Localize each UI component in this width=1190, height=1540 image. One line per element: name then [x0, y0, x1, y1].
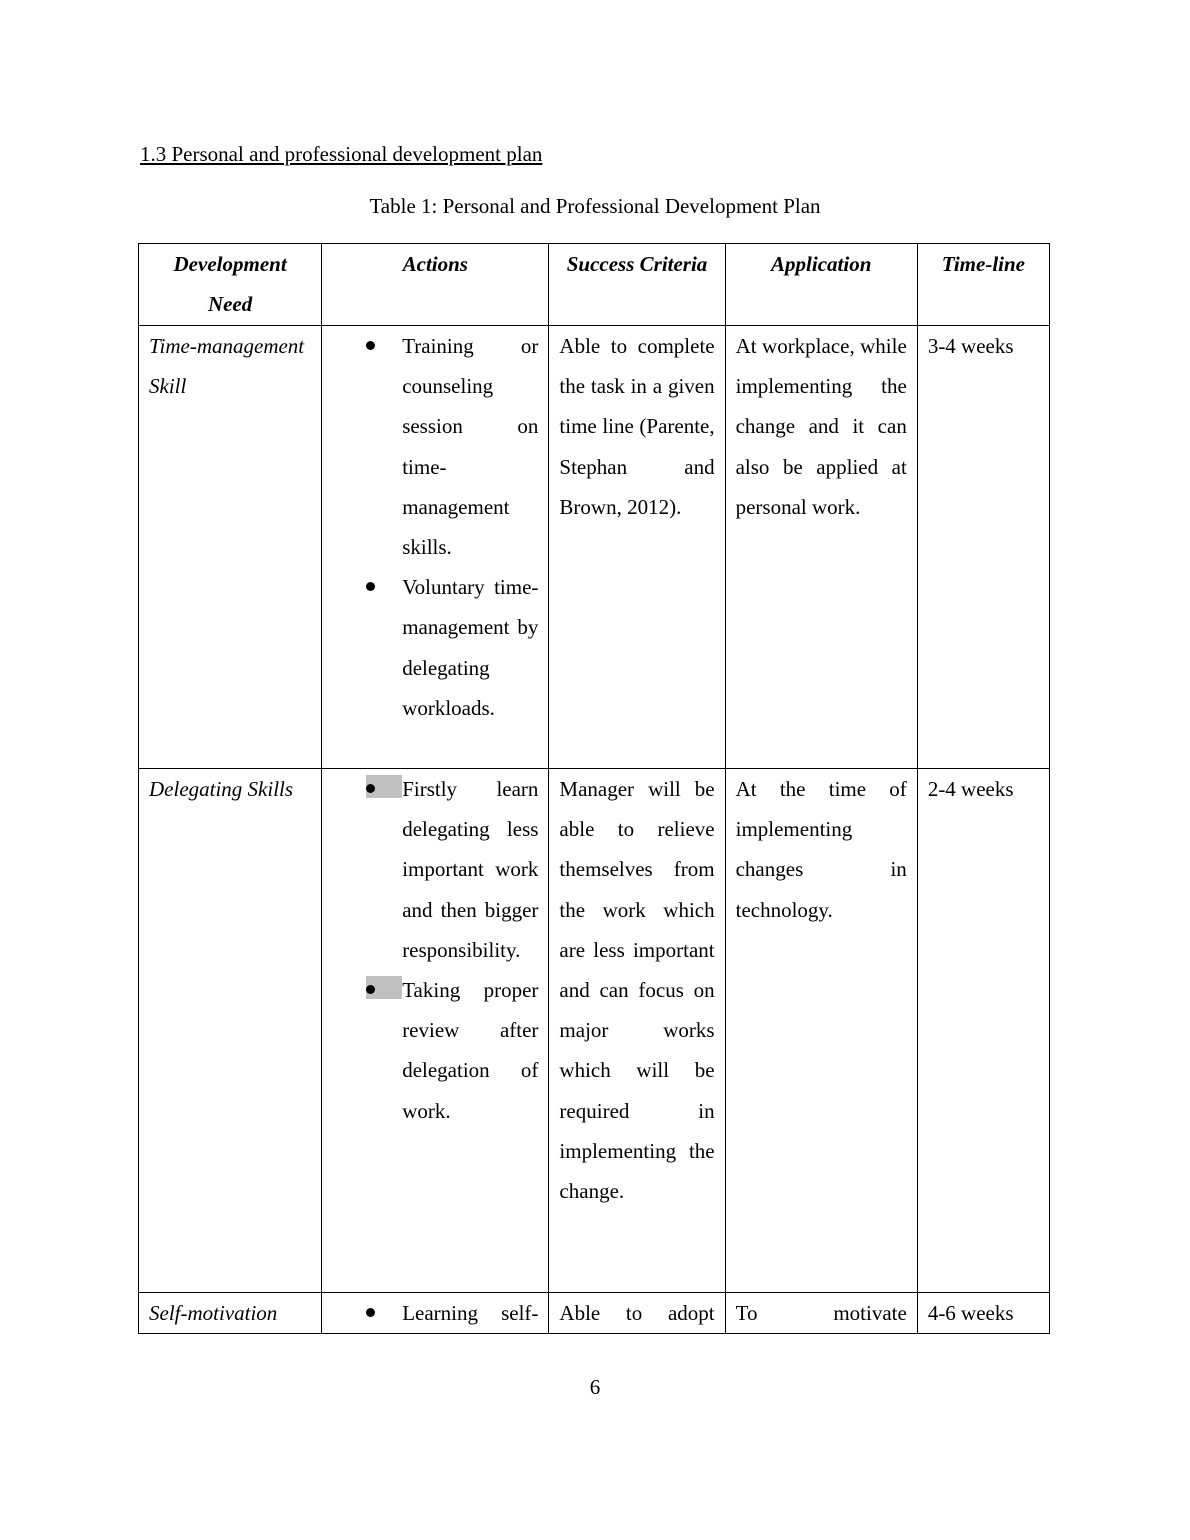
header-application: Application	[725, 244, 917, 326]
success-cell: Able to complete the task in a given time line (Parente, Stephan and Brown, 2012).	[549, 326, 725, 769]
table-row	[139, 1293, 1050, 1334]
action-text: Firstly learn delegating less important work and then bigger responsibility.	[402, 777, 539, 962]
need-cell: Time-management Skill	[139, 326, 322, 769]
page-number: 6	[589, 1375, 601, 1399]
success-cell: Manager will be able to relieve themselves from the work which are less important and can focus on major works which will be required in implementing the change.	[549, 769, 725, 1293]
actions-list	[332, 769, 538, 1131]
timeline-cell: 4-6 weeks	[917, 1293, 1049, 1334]
action-item	[402, 326, 538, 567]
table-row	[139, 326, 1050, 769]
actions-cell	[322, 769, 549, 1293]
actions-cell	[322, 326, 549, 769]
header-development-need: Development Need	[139, 244, 322, 326]
action-text: Training or counseling session on time-management skills.	[402, 334, 539, 560]
action-item	[402, 970, 538, 1131]
bullet-icon	[366, 970, 402, 1010]
bullet-icon	[366, 769, 402, 809]
need-cell: Self-motivation	[139, 1293, 322, 1334]
development-plan-table	[138, 243, 1050, 1334]
bullet-icon	[366, 567, 402, 607]
actions-list	[332, 326, 538, 728]
table-header-row	[139, 244, 1050, 326]
timeline-cell: 2-4 weeks	[917, 769, 1049, 1293]
need-cell: Delegating Skills	[139, 769, 322, 1293]
section-heading: 1.3 Personal and professional development plan	[140, 142, 543, 166]
table-row	[139, 769, 1050, 1293]
application-cell: At the time of implementing changes in technology.	[725, 769, 917, 1293]
action-item	[402, 567, 538, 728]
action-item	[402, 769, 538, 970]
action-text: Taking proper review after delegation of work.	[402, 978, 539, 1123]
timeline-cell: 3-4 weeks	[917, 326, 1049, 769]
header-success-criteria: Success Criteria	[549, 244, 725, 326]
actions-cell	[322, 1293, 549, 1334]
bullet-icon	[366, 326, 402, 366]
bullet-icon	[366, 1293, 402, 1333]
actions-list	[332, 1293, 538, 1333]
header-timeline: Time-line	[917, 244, 1049, 326]
header-actions: Actions	[322, 244, 549, 326]
action-text: Voluntary time-management by delegating workloads.	[402, 575, 539, 720]
table-caption: Table 1: Personal and Professional Development Plan	[369, 194, 821, 218]
application-cell: At workplace, while implementing the change and it can also be applied at personal work.	[725, 326, 917, 769]
action-text: Learning self-	[402, 1301, 539, 1325]
application-cell: To motivate	[725, 1293, 917, 1334]
success-cell: Able to adopt	[549, 1293, 725, 1334]
action-item	[402, 1293, 538, 1333]
